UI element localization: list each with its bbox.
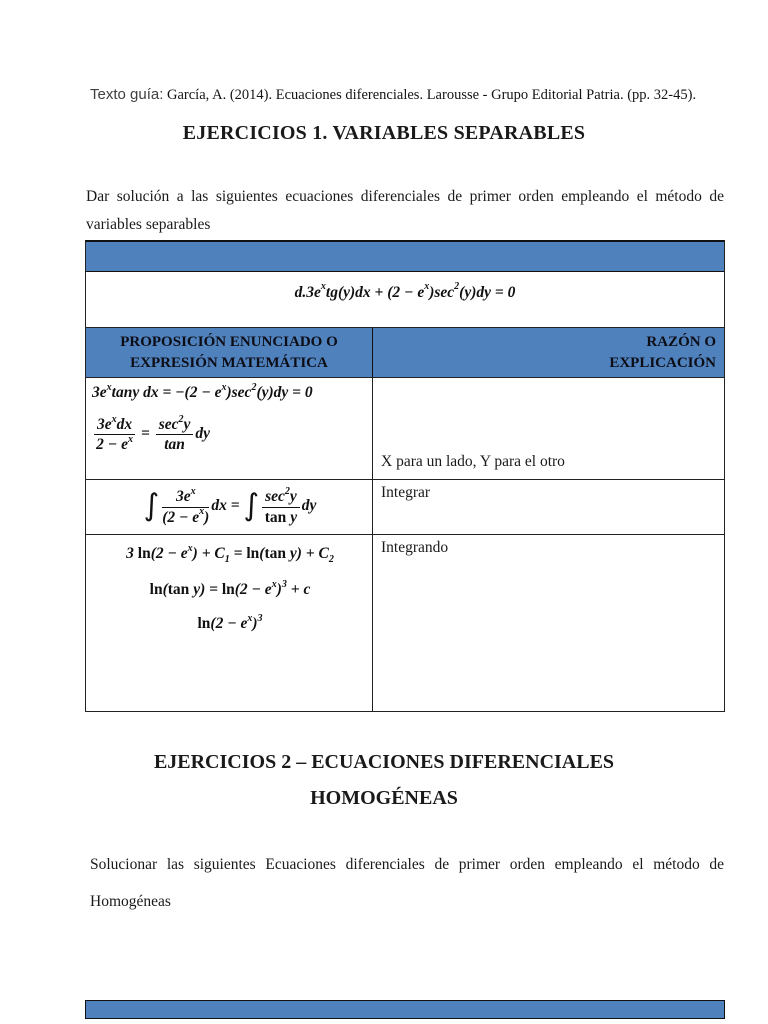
section2-title-line1: EJERCICIOS 2 – ECUACIONES DIFERENCIALES	[153, 751, 615, 773]
section1-intro-line1: Dar solución a las siguientes ecuaciones diferenciales de primer orden empleando el método de	[86, 188, 724, 205]
reason-cell-row3	[373, 535, 724, 711]
column-header-math: PROPOSICIÓN ENUNCIADO O EXPRESIÓN MATEMÁTICA	[86, 328, 373, 377]
reason-text-row2: Integrar	[381, 484, 431, 501]
section1-intro	[86, 183, 724, 239]
math-step-3c: $\ln(2 - e^x)^3$	[197, 612, 263, 632]
table-title-bar	[86, 242, 724, 272]
text-guide-line	[90, 86, 730, 104]
text-guide-label: Texto guía:	[90, 86, 164, 103]
math-step-2: ∫ $\frac{3e^x}{(2 - e^x)}$ dx = ∫ $\frac{\sec^2y}{\text{tan y}}$ dy	[143, 486, 317, 526]
table-row	[86, 535, 724, 711]
section2-title-line2: HOMOGÉNEAS	[310, 787, 458, 809]
math-step-3a: 3 $\ln(2 - e^x) + C_1 = \ln(\tan$ $y) + C_2$	[126, 542, 334, 566]
section2-intro-line1: Solucionar las siguientes Ecuaciones diferenciales de primer orden empleando el método de	[90, 856, 724, 873]
section2-title	[64, 744, 704, 816]
math-step-3b: ln(tan $y) = \ln(2 - e^x)^3 + c$	[149, 578, 311, 598]
section1-intro-line2: variables separables	[86, 216, 211, 233]
exercise-table	[85, 240, 725, 712]
section2-intro	[90, 846, 724, 920]
reason-cell-row1	[373, 378, 724, 479]
citation-text: García, A. (2014). Ecuaciones diferenciales. Larousse - Grupo Editorial Patria. (pp. 32-45).	[167, 87, 697, 103]
table-header-row	[86, 328, 724, 378]
reason-text-row3: Integrando	[381, 539, 449, 556]
math-step-1b: $\frac{3e^xdx}{2 - e^x}$ = $\frac{\sec^2y}{\tan}$ dy	[92, 416, 368, 453]
exercise-equation: $d.3e^xtg(y)dx + (2 - e^x)\sec^2(y)dy = 0$	[294, 281, 516, 301]
math-cell-row3	[86, 535, 373, 711]
math-step-1a: $3e^x\tan y$ dx = $-(2 - e^x)\sec^2(y)dy = 0$	[92, 381, 313, 401]
exercise-equation-row	[86, 272, 724, 328]
math-cell-row1	[86, 378, 373, 479]
column-header-reason	[373, 328, 724, 377]
section1-title: EJERCICIOS 1. VARIABLES SEPARABLES	[182, 122, 586, 144]
math-cell-row2	[86, 480, 373, 534]
section2-intro-line2: Homogéneas	[90, 893, 171, 910]
table-row	[86, 480, 724, 535]
next-table-title-bar	[85, 1000, 725, 1019]
table-row	[86, 378, 724, 480]
reason-text-row1: X para un lado, Y para el otro	[381, 453, 565, 470]
column-header-reason-text: RAZÓN O EXPLICACIÓN	[609, 333, 716, 371]
reason-cell-row2	[373, 480, 724, 534]
